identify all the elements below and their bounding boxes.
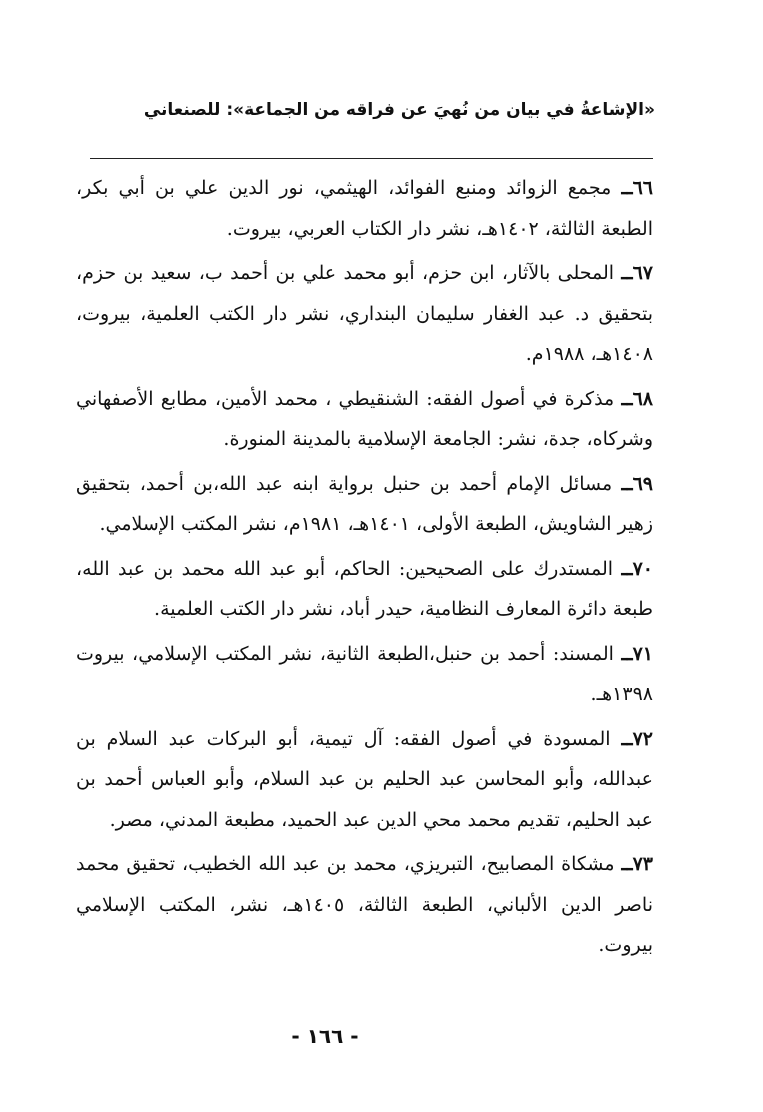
reference-number: ٧٢ــ	[621, 727, 653, 750]
reference-text: المستدرك على الصحيحين: الحاكم، أبو عبد الله محمد بن عبد الله، طبعة دائرة المعارف النظامية، حيدر أباد، نشر دار الكتب العلمية.	[76, 557, 653, 620]
reference-item	[76, 253, 653, 375]
reference-text: المحلى بالآثار، ابن حزم، أبو محمد علي بن أحمد ب، سعيد بن حزم، بتحقيق د. عبد الغفار سليمان البنداري، نشر دار الكتب العلمية، بيروت، ١٤٠٨هـ، ١٩٨٨م.	[76, 262, 653, 365]
reference-text: مذكرة في أصول الفقه: الشنقيطي ، محمد الأمين، مطابع الأصفهاني وشركاه، جدة، نشر: الجامعة الإسلامية بالمدينة المنورة.	[76, 387, 653, 450]
reference-item	[76, 634, 653, 715]
reference-item	[76, 464, 653, 545]
reference-text: المسودة في أصول الفقه: آل تيمية، أبو البركات عبد السلام بن عبدالله، وأبو المحاسن عبد الحليم بن عبد السلام، وأبو العباس أحمد بن عبد الحليم، تقديم محمد محي الدين عبد الحميد، مطبعة المدني، مصر.	[76, 727, 653, 831]
reference-text: مشكاة المصابيح، التبريزي، محمد بن عبد الله الخطيب، تحقيق محمد ناصر الدين الألباني، الطبعة الثالثة، ١٤٠٥هـ، نشر، المكتب الإسلامي بيروت.	[76, 853, 653, 956]
running-header: «الإشاعةُ في بيان من نُهيَ عن فراقه من الجماعة»: للصنعاني	[143, 100, 655, 120]
reference-item	[76, 379, 653, 460]
reference-number: ٧١ــ	[621, 642, 653, 665]
reference-item	[76, 168, 653, 249]
reference-text: مجمع الزوائد ومنبع الفوائد، الهيثمي، نور الدين علي بن أبي بكر، الطبعة الثالثة، ١٤٠٢هـ، نشر دار الكتاب العربي، بيروت.	[76, 177, 653, 240]
reference-item	[76, 844, 653, 966]
reference-number: ٦٩ــ	[621, 472, 653, 495]
page-number: - ١٦٦ -	[291, 1024, 359, 1048]
reference-list	[76, 168, 653, 970]
reference-number: ٦٧ــ	[621, 262, 653, 284]
reference-item	[76, 719, 653, 841]
reference-item	[76, 549, 653, 630]
reference-text: المسند: أحمد بن حنبل،الطبعة الثانية، نشر المكتب الإسلامي، بيروت ١٣٩٨هـ.	[76, 642, 653, 705]
reference-number: ٦٦ــ	[621, 177, 653, 199]
header-divider	[90, 158, 653, 159]
reference-number: ٧٠ــ	[621, 557, 653, 580]
reference-number: ٧٣ــ	[621, 853, 653, 875]
reference-number: ٦٨ــ	[621, 387, 653, 410]
reference-text: مسائل الإمام أحمد بن حنبل برواية ابنه عبد الله،بن أحمد، بتحقيق زهير الشاويش، الطبعة الأولى، ١٤٠١هـ، ١٩٨١م، نشر المكتب الإسلامي.	[76, 472, 653, 535]
